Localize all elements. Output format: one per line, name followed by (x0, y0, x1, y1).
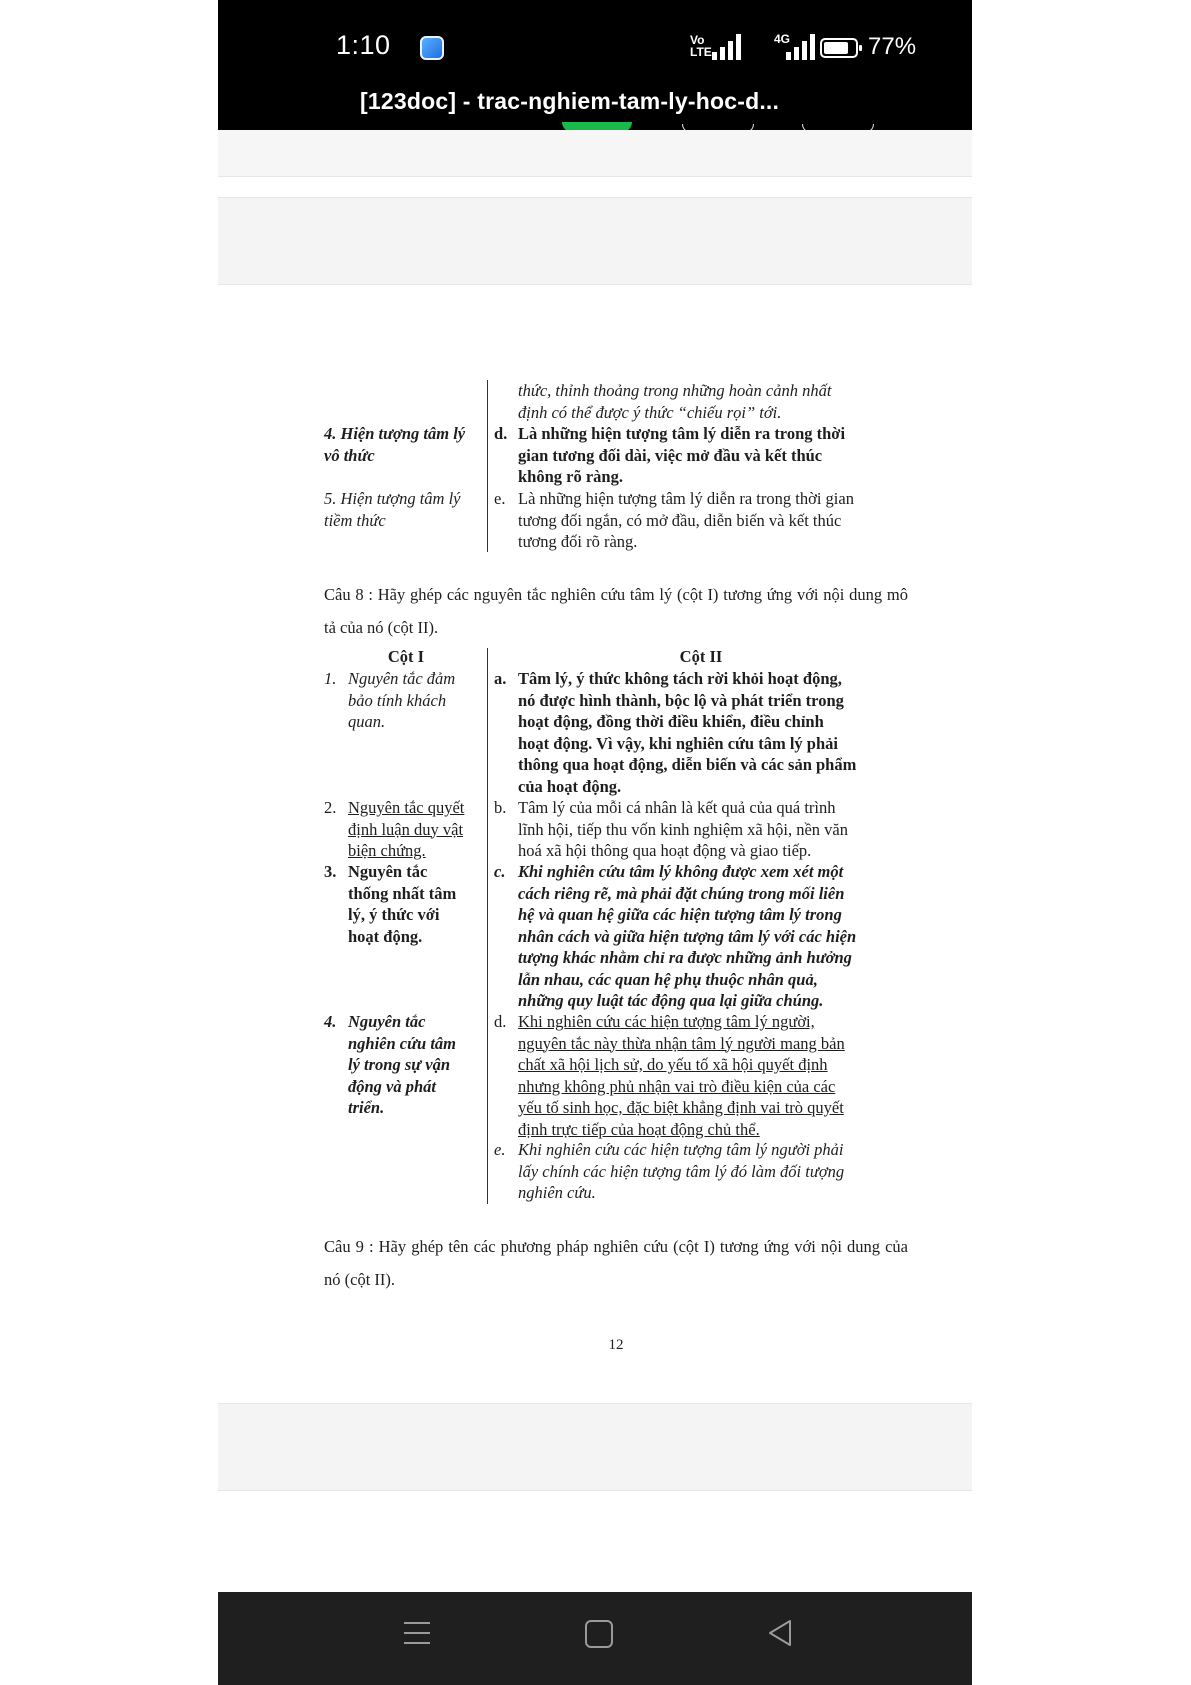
signal-icon-2 (786, 34, 816, 60)
status-bar (218, 0, 972, 130)
t1-row1-left: 4. Hiện tượng tâm lý vô thức (324, 424, 466, 465)
t2-row4-right: d. Khi nghiên cứu các hiện tượng tâm lý người, nguyên tắc này thừa nhận tâm lý người mang bản chất xã hội lịch sử, do yếu tố xã hội quyết định nhưng không phủ nhận vai trò điều kiện của các yếu tố sinh học, đặc biệt khẳng định vai trò quyết định trực tiếp của hoạt động chủ thể. (494, 1012, 845, 1139)
t2-row4-left: 4. Nguyên tắc nghiên cứu tâm lý trong sự vận động và phát triển. (324, 1012, 456, 1117)
t2-row1-left: 1. Nguyên tắc đảm bảo tính khách quan. (324, 669, 456, 731)
table1-divider (487, 380, 488, 552)
t2-row2-left: 2. Nguyên tắc quyết định luận duy vật biện chứng. (324, 798, 465, 860)
t2-row1-right: a. Tâm lý, ý thức không tách rời khỏi hoạt động, nó được hình thành, bộc lộ và phát triển trong hoạt động, đồng thời điều khiển, điều chỉnh hoạt động. Vì vậy, khi nghiên cứu tâm lý phải thông qua hoạt động, diễn biến và các sản phẩm của hoạt động. (494, 669, 857, 796)
clock: 1:10 (336, 30, 391, 60)
home-icon[interactable] (585, 1620, 613, 1648)
battery-icon (820, 38, 858, 58)
page-number: 12 (608, 1337, 624, 1353)
notification-app-icon (420, 36, 444, 60)
menu-icon[interactable] (404, 1620, 430, 1646)
table2-divider (487, 648, 488, 1204)
back-icon[interactable] (766, 1618, 794, 1648)
signal-icon (712, 34, 742, 60)
t1-row2-right: e. Là những hiện tượng tâm lý diễn ra trong thời gian tương đối ngắn, có mở đầu, diễn biến và kết thúc tương đối rõ ràng. (494, 489, 854, 551)
t1-row2-left: 5. Hiện tượng tâm lý tiềm thức (324, 489, 461, 530)
battery-percent: 77% (868, 33, 917, 60)
ad-banner-bottom (218, 1403, 972, 1491)
t2-row3-left: 3. Nguyên tắc thống nhất tâm lý, ý thức với hoạt động. (324, 862, 457, 946)
t2-row3-right: c. Khi nghiên cứu tâm lý không được xem xét một cách riêng rẽ, mà phải đặt chúng trong mối liên hệ và quan hệ giữa các hiện tượng tâm lý trong nhân cách và giữa hiện tượng tâm lý với các hiện tượng khác nhằm chỉ ra được những ảnh hưởng lẫn nhau, các quan hệ phụ thuộc nhân quả, những quy luật tác động qua lại giữa chúng. (494, 862, 857, 1010)
navigation-bar (218, 1592, 972, 1685)
question-8: Câu 8 : Hãy ghép các nguyên tắc nghiên cứu tâm lý (cột I) tương ứng với nội dung mô tả của nó (cột II). (324, 585, 908, 637)
t2-row5-right: e. Khi nghiên cứu các hiện tượng tâm lý người phải lấy chính các hiện tượng tâm lý đó làm đối tượng nghiên cứu. (494, 1140, 845, 1202)
toolbar-strip (218, 130, 972, 177)
col1-header: Cột I (387, 647, 425, 666)
col2-header: Cột II (679, 647, 723, 666)
document-title: [123doc] - trac-nghiem-tam-ly-hoc-d... (360, 88, 780, 114)
document-page (324, 380, 908, 1360)
t1-row1-right: d. Là những hiện tượng tâm lý diễn ra trong thời gian tương đối dài, việc mở đầu và kết thúc không rõ ràng. (494, 424, 846, 486)
phone-screen (218, 0, 972, 1685)
ad-banner-top (218, 197, 972, 285)
question-9: Câu 9 : Hãy ghép tên các phương pháp nghiên cứu (cột I) tương ứng với nội dung của nó (cột II). (324, 1237, 908, 1289)
network-type: 4G (774, 32, 791, 46)
t2-row2-right: b. Tâm lý của mỗi cá nhân là kết quả của quá trình lĩnh hội, tiếp thu vốn kinh nghiệm xã hội, nền văn hoá xã hội thông qua hoạt động và giao tiếp. (494, 798, 848, 860)
volte-badge: Vo LTE (690, 33, 712, 59)
t1-row0-right: thức, thỉnh thoảng trong những hoàn cảnh nhất định có thể được ý thức “chiếu rọi” tới. (518, 381, 832, 422)
